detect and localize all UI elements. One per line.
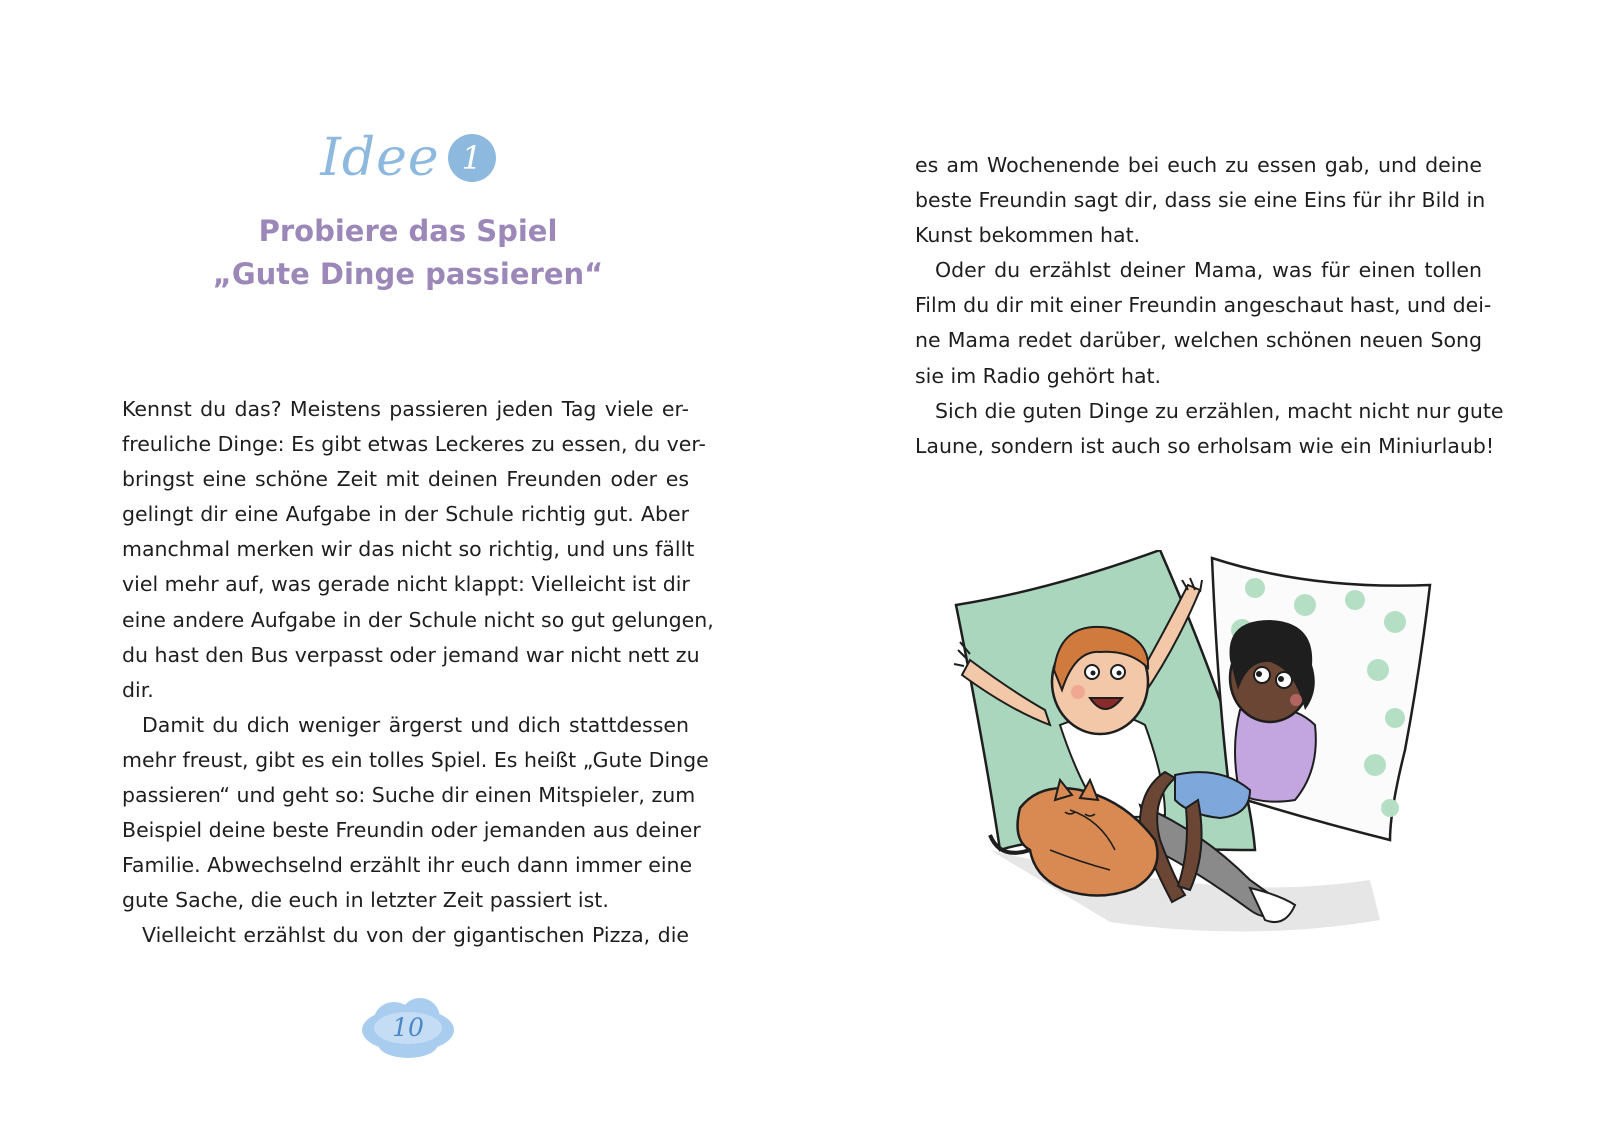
text-line: es am Wochenende bei euch zu essen gab, und deine: [915, 153, 1482, 177]
text-line: Film du dir mit einer Freundin angeschaut hast, und dei-: [915, 293, 1492, 318]
text-line: manchmal merken wir das nicht so richtig, und uns fällt: [122, 537, 695, 562]
text-line: Damit du dich weniger ärgerst und dich stattdessen: [142, 712, 689, 737]
left-body-text: [122, 392, 714, 954]
text-line: Kunst bekommen hat.: [915, 223, 1141, 248]
text-line: Laune, sondern ist auch so erholsam wie ein Miniurlaub!: [915, 433, 1495, 458]
text-line: Beispiel deine beste Freundin oder jemanden aus deiner: [122, 818, 701, 843]
page-number-label: 10: [392, 1013, 424, 1042]
text-line: viel mehr auf, was gerade nicht klappt: Vielleicht ist dir: [122, 572, 690, 597]
idea-subtitle-line-1: Probiere das Spiel: [258, 214, 558, 248]
text-line: eine andere Aufgabe in der Schule nicht so gut gelungen,: [122, 607, 714, 632]
right-page: [800, 0, 1600, 1131]
text-line: sie im Radio gehört hat.: [915, 363, 1162, 388]
text-line: ne Mama redet darüber, welchen schönen neuen Song: [915, 328, 1482, 353]
text-line: freuliche Dinge: Es gibt etwas Leckeres zu essen, du ver-: [122, 432, 706, 457]
text-line: beste Freundin sagt dir, dass sie eine Eins für ihr Bild in: [915, 188, 1486, 213]
text-line: Oder du erzählst deiner Mama, was für einen tollen: [935, 258, 1482, 283]
idea-label: Idee: [320, 128, 440, 188]
text-line: Kennst du das? Meistens passieren jeden Tag viele er-: [122, 397, 689, 421]
page-number: [358, 996, 458, 1060]
idea-heading: [0, 128, 816, 188]
text-line: bringst eine schöne Zeit mit deinen Freunden oder es: [122, 467, 689, 492]
text-line: mehr freust, gibt es ein tolles Spiel. Es heißt „Gute Dinge: [122, 747, 709, 772]
text-line: passieren“ und geht so: Suche dir einen Mitspieler, zum: [122, 783, 696, 808]
idea-subtitle-line-2: „Gute Dinge passieren“: [212, 257, 604, 291]
text-line: du hast den Bus verpasst oder jemand war nicht nett zu: [122, 642, 700, 667]
right-body-text: [915, 148, 1504, 464]
idea-number-badge: 1: [448, 134, 496, 182]
text-line: gelingt dir eine Aufgabe in der Schule richtig gut. Aber: [122, 502, 689, 527]
text-line: dir.: [122, 677, 154, 702]
text-line: Vielleicht erzählst du von der gigantischen Pizza, die: [142, 923, 689, 948]
girls-on-pillows-illustration: [950, 550, 1450, 960]
text-line: gute Sache, die euch in letzter Zeit passiert ist.: [122, 888, 609, 913]
text-line: Familie. Abwechselnd erzählt ihr euch dann immer eine: [122, 853, 693, 878]
text-line: Sich die guten Dinge zu erzählen, macht nicht nur gute: [935, 398, 1504, 423]
